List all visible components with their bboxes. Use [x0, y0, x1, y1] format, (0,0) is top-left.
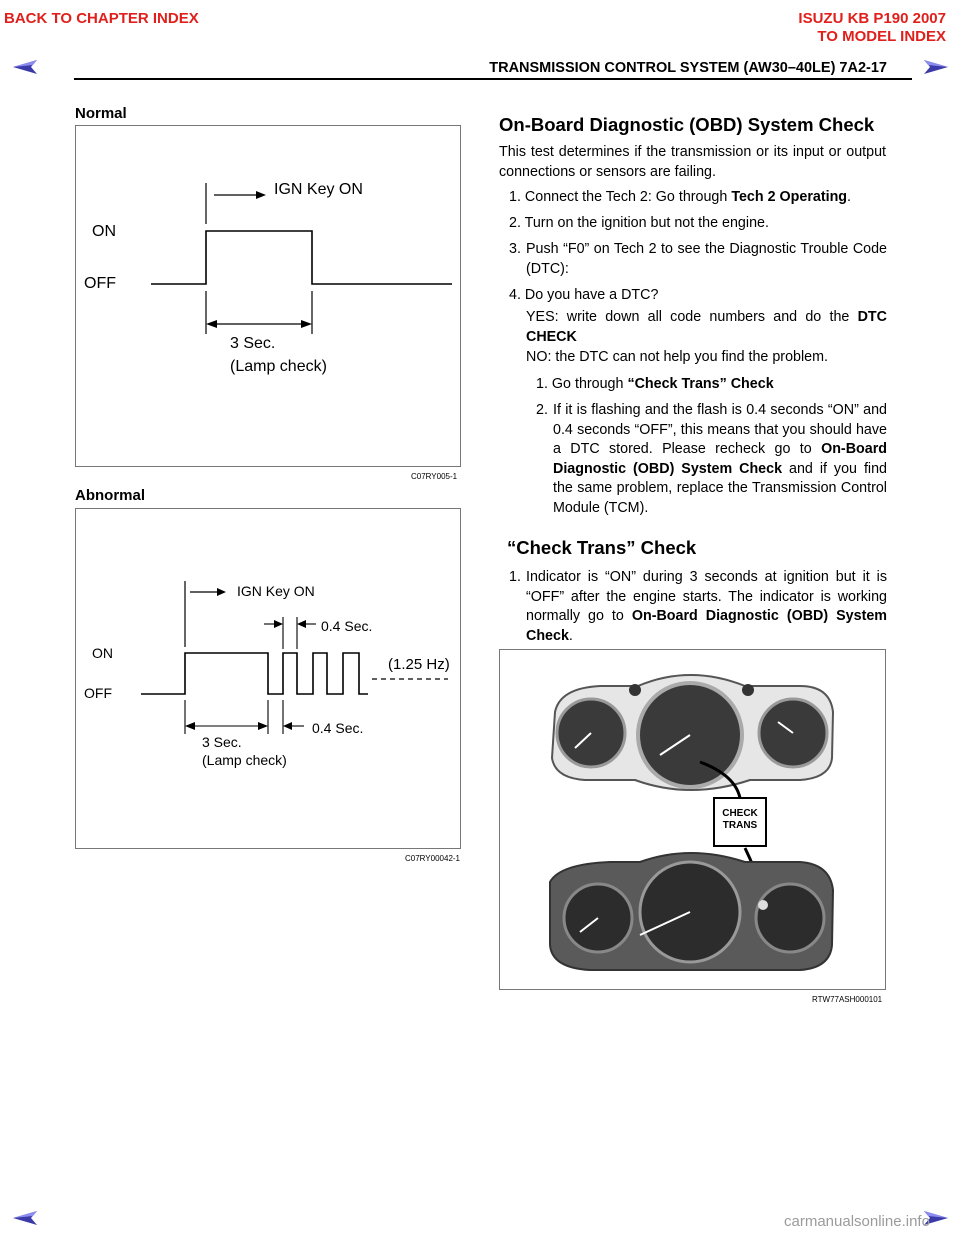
- no-sub-1-text: Go through: [551, 376, 628, 392]
- normal-waveform-svg: [76, 126, 462, 468]
- cluster-illustration: [500, 650, 887, 991]
- step-4-number: 4.: [509, 287, 521, 303]
- check-trans-item-body: Indicator is “ON” during 3 seconds at ignition but it is “OFF” after the engine starts. The indicator is working normally go to: [526, 569, 887, 624]
- abnormal-waveform-svg: [76, 509, 462, 850]
- pulse-top-label: 0.4 Sec.: [321, 618, 373, 634]
- header-rule: [74, 78, 912, 80]
- ign-arrow-head: [217, 588, 226, 596]
- instrument-cluster-figure: [499, 649, 886, 990]
- lower-knob: [758, 900, 768, 910]
- check-trans-item-end: .: [568, 627, 573, 644]
- check-trans-title: “Check Trans” Check: [507, 537, 697, 558]
- check-trans-item-1: [509, 568, 887, 646]
- check-label: CHECK: [722, 808, 758, 819]
- step-2: [509, 214, 887, 234]
- check-trans-item-number: 1.: [509, 569, 521, 585]
- cluster-figure-code: RTW77ASH000101: [812, 995, 883, 1004]
- model-index-link[interactable]: [798, 10, 946, 46]
- step-4: [509, 286, 887, 306]
- off-label: OFF: [84, 275, 116, 292]
- step-4-text: Do you have a DTC?: [524, 287, 659, 303]
- step-1: [509, 188, 887, 208]
- trans-label: TRANS: [722, 820, 758, 831]
- ign-key-on-label: IGN Key ON: [237, 583, 315, 599]
- off-label: OFF: [84, 685, 112, 701]
- ign-key-on-label: IGN Key ON: [274, 181, 363, 198]
- normal-figure-code: C07RY005-1: [411, 472, 458, 481]
- abnormal-lamp-diagram: [75, 508, 461, 849]
- duration-arrow-left: [185, 722, 195, 730]
- abnormal-waveform: [141, 653, 368, 694]
- no-sub-2: [536, 401, 887, 518]
- lamp-check-label: (Lamp check): [230, 358, 327, 375]
- normal-waveform: [151, 231, 452, 284]
- no-sub-2-end: and if you find the same problem, replace the Transmission Control Module (TCM).: [553, 460, 887, 516]
- step-2-text: Turn on the ignition but not the engine.: [524, 215, 769, 231]
- previous-page-bottom-arrow-icon[interactable]: [11, 1210, 39, 1226]
- to-model-index-label: TO MODEL INDEX: [817, 28, 946, 45]
- no-sub-1: [536, 375, 887, 395]
- back-to-chapter-index-link[interactable]: BACK TO CHAPTER INDEX: [4, 10, 199, 27]
- normal-lamp-diagram: [75, 125, 461, 467]
- no-sub-2-number: 2.: [536, 402, 548, 418]
- no-sub-2-text: [553, 401, 887, 518]
- model-name: ISUZU KB P190 2007: [798, 10, 946, 27]
- step-1-end: .: [847, 189, 852, 205]
- duration-label: 3 Sec.: [202, 734, 242, 750]
- step-3: [509, 240, 887, 279]
- duration-arrow-right: [301, 320, 312, 328]
- check-trans-item-text: [526, 568, 887, 646]
- dtc-check-link[interactable]: DTC CHECK: [526, 309, 887, 345]
- obd-section-title: On-Board Diagnostic (OBD) System Check: [499, 114, 875, 135]
- lamp-check-label: (Lamp check): [202, 752, 287, 768]
- duration-label: 3 Sec.: [230, 335, 276, 352]
- no-branch: NO: the DTC can not help you find the problem.: [526, 349, 828, 365]
- abnormal-label: Abnormal: [75, 487, 146, 504]
- step-1-number: 1.: [509, 189, 521, 205]
- step-3-text: Push “F0” on Tech 2 to see the Diagnostic Trouble Code (DTC):: [526, 241, 887, 277]
- obd-system-check-link[interactable]: On-Board Diagnostic (OBD) System Check: [553, 441, 887, 477]
- tech2-operating-link[interactable]: Tech 2 Operating: [731, 189, 848, 205]
- no-sub-2-body: If it is flashing and the flash is 0.4 seconds “ON” and 0.4 seconds “OFF”, this means that you should have a DTC stored. Please recheck go to: [553, 402, 887, 457]
- next-page-arrow-icon[interactable]: [922, 59, 950, 75]
- upper-knob-left: [629, 684, 641, 696]
- step-1-text: Connect the Tech 2: Go through: [524, 189, 732, 205]
- on-label: ON: [92, 223, 116, 240]
- step-2-number: 2.: [509, 215, 521, 231]
- page-header-title: TRANSMISSION CONTROL SYSTEM (AW30–40LE) 7A2-17: [489, 60, 887, 76]
- yes-branch: [526, 308, 887, 347]
- yes-text: YES: write down all code numbers and do the: [526, 309, 858, 325]
- lower-fuel-gauge: [756, 884, 824, 952]
- pulse-bottom-label: 0.4 Sec.: [312, 720, 364, 736]
- check-trans-link[interactable]: “Check Trans” Check: [627, 376, 774, 392]
- obd-intro: This test determines if the transmission or its input or output connections or sensors are failing.: [499, 144, 886, 180]
- previous-page-arrow-icon[interactable]: [11, 59, 39, 75]
- pulse-bottom-arrow: [283, 722, 292, 730]
- check-trans-callout-text: [714, 808, 766, 832]
- ign-arrow-head: [256, 191, 266, 199]
- upper-knob-right: [742, 684, 754, 696]
- obd-system-check-link-2[interactable]: On-Board Diagnostic (OBD) System Check: [526, 608, 887, 644]
- abnormal-figure-code: C07RY00042-1: [405, 854, 461, 863]
- pulse-top-arrow-left: [274, 620, 283, 628]
- watermark: carmanualsonline.info: [784, 1213, 930, 1230]
- normal-label: Normal: [75, 105, 127, 122]
- duration-arrow-left: [206, 320, 217, 328]
- step-3-number: 3.: [509, 241, 521, 257]
- pulse-top-arrow-right: [297, 620, 306, 628]
- duration-arrow-right: [258, 722, 268, 730]
- frequency-label: (1.25 Hz): [388, 656, 450, 673]
- no-sub-1-number: 1.: [536, 376, 548, 392]
- on-label: ON: [92, 645, 113, 661]
